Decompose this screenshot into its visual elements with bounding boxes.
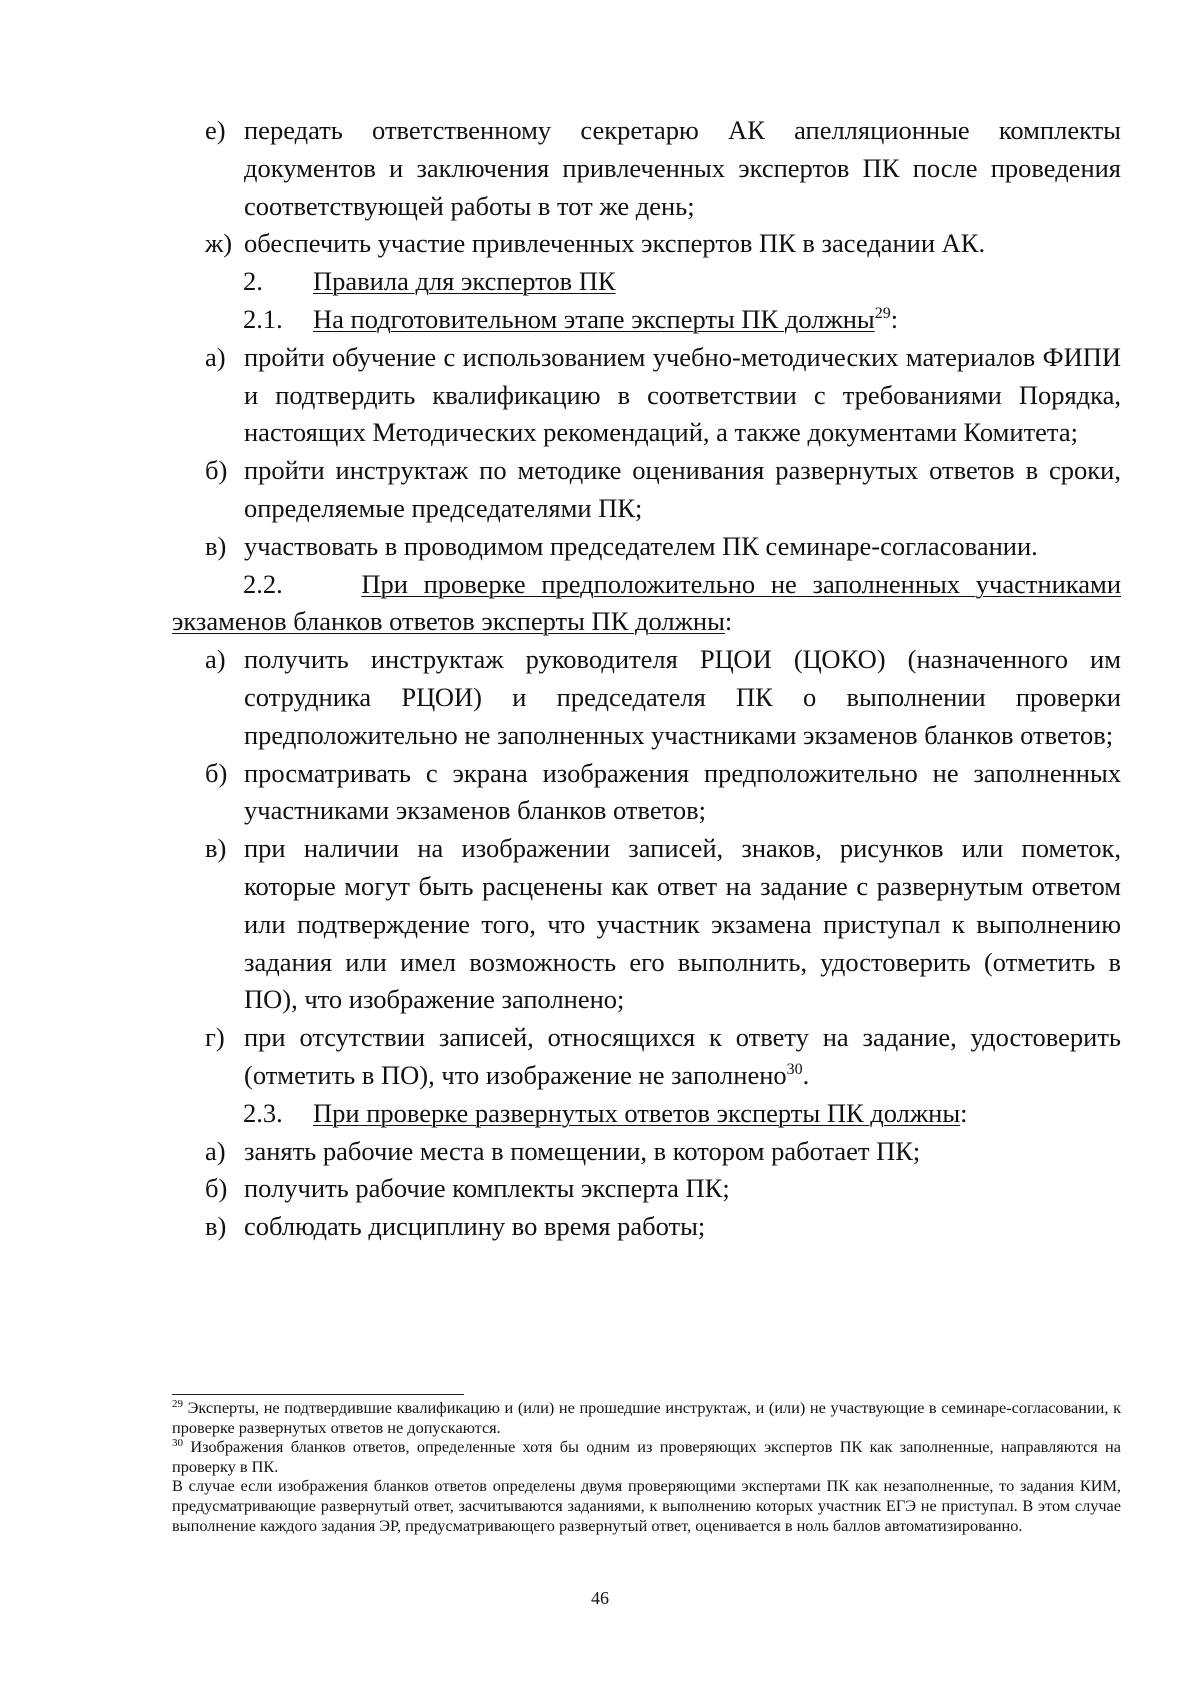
list-marker: а) — [205, 341, 226, 372]
list-item-text: передать ответственному секретарю АК апелляционные комплекты документов и заключения привлеченных экспертов ПК после проведения соответствующей работы в тот же день; — [244, 115, 1121, 221]
page-number: 46 — [591, 1588, 609, 1608]
list-item — [172, 830, 1121, 1019]
subsection-heading — [172, 1095, 1121, 1133]
list-marker: б) — [205, 455, 228, 486]
list-marker: г) — [205, 1022, 225, 1053]
section-title: Правила для экспертов ПК — [313, 266, 616, 297]
subsection-heading — [172, 566, 1121, 642]
list-item-text: обеспечить участие привлеченных экспертов ПК в заседании АК. — [244, 228, 986, 259]
list-item-text: при наличии на изображении записей, знаков, рисунков или пометок, которые могут быть расценены как ответ на задание с развернутым ответом или подтверждение того, что участник экзамена приступал к выполнению задания или имел возможность его выполнить, удостоверить (отметить в ПО), что изображение заполнено; — [244, 833, 1121, 1015]
list-item — [172, 1208, 1121, 1246]
footnote-text: В случае если изображения бланков ответов определены двумя проверяющими экспертами ПК как незаполненные, то задания КИМ, предусматривающие развернутый ответ, засчитываются заданиями, к выполнению которых участник ЕГЭ не приступал. В этом случае выполнение каждого задания ЭР, предусматривающего развернутый ответ, оценивается в ноль баллов автоматизированно. — [172, 1476, 1121, 1535]
list-item-text: просматривать с экрана изображения предположительно не заполненных участниками экзаменов бланков ответов; — [244, 757, 1121, 826]
list-item-suffix: . — [802, 1059, 810, 1090]
footnote — [172, 1398, 1121, 1437]
list-marker: ж) — [205, 228, 233, 259]
list-item-text: соблюдать дисциплину во время работы; — [244, 1211, 706, 1242]
footnote-text: Эксперты, не подтвердившие квалификацию и (или) не прошедшие инструктаж, и (или) не участвующие в семинаре-согласовании, к проверке развернутых ответов не допускаются. — [172, 1398, 1121, 1437]
list-item-text: пройти обучение с использованием учебно-методических материалов ФИПИ и подтвердить квалификацию в соответствии с требованиями Порядка, настоящих Методических рекомендаций, а также документами Комитета; — [244, 341, 1121, 448]
list-item — [172, 641, 1121, 754]
section-title: При проверке предположительно не заполненных участниками экзаменов бланков ответов эксперты ПК должны — [172, 568, 1121, 637]
list-item — [172, 112, 1121, 225]
heading-suffix: : — [724, 606, 733, 637]
footnote-ref: 29 — [874, 304, 891, 322]
list-item — [172, 339, 1121, 452]
footnotes — [172, 1398, 1121, 1535]
list-item-text: пройти инструктаж по методике оценивания развернутых ответов в сроки, определяемые председателями ПК; — [244, 455, 1121, 523]
list-item-text: участвовать в проводимом председателем ПК семинаре-согласовании. — [244, 530, 1038, 561]
footnote-ref: 30 — [786, 1060, 803, 1078]
list-item — [172, 1170, 1121, 1208]
footnote — [172, 1476, 1121, 1535]
list-item-text: получить инструктаж руководителя РЦОИ (ЦОКО) (назначенного им сотрудника РЦОИ) и председателя ПК о выполнении проверки предположительно не заполненных участниками экзаменов бланков ответов; — [244, 644, 1121, 750]
list-item-text: занять рабочие места в помещении, в котором работает ПК; — [244, 1135, 921, 1166]
list-item — [172, 528, 1121, 566]
footnote-number: 29 — [172, 1398, 183, 1410]
list-item — [172, 225, 1121, 263]
list-item-text: при отсутствии записей, относящихся к ответу на задание, удостоверить (отметить в ПО), что изображение не заполнено — [244, 1022, 1121, 1090]
list-item — [172, 452, 1121, 528]
heading-suffix: : — [960, 1097, 968, 1128]
list-item — [172, 1133, 1121, 1171]
list-marker: в) — [205, 833, 227, 864]
list-marker: а) — [205, 1135, 226, 1166]
list-marker: е) — [205, 115, 226, 145]
list-marker: б) — [205, 757, 228, 788]
section-number: 2.2. — [243, 568, 283, 599]
body-text — [172, 112, 1121, 1246]
section-number: 2. — [243, 266, 263, 297]
heading-suffix: : — [890, 303, 899, 334]
footnote-number: 30 — [172, 1437, 183, 1450]
section-title: При проверке развернутых ответов эксперты ПК должны — [313, 1097, 961, 1128]
section-heading — [172, 263, 1121, 301]
subsection-heading — [172, 301, 1121, 339]
list-marker: б) — [205, 1173, 228, 1204]
section-title: На подготовительном этапе эксперты ПК должны — [313, 303, 875, 334]
section-number: 2.3. — [243, 1097, 283, 1128]
list-item-text: получить рабочие комплекты эксперта ПК; — [244, 1173, 730, 1204]
list-marker: в) — [205, 530, 227, 561]
footnote-text: Изображения бланков ответов, определенные хотя бы одним из проверяющих экспертов ПК как заполненные, направляются на проверку в ПК. — [172, 1437, 1121, 1476]
list-marker: а) — [205, 644, 226, 675]
section-number: 2.1. — [243, 303, 283, 334]
footnote — [172, 1437, 1121, 1476]
footnote-separator — [172, 1394, 464, 1395]
list-item — [172, 1019, 1121, 1095]
list-marker: в) — [205, 1211, 227, 1242]
list-item — [172, 755, 1121, 831]
